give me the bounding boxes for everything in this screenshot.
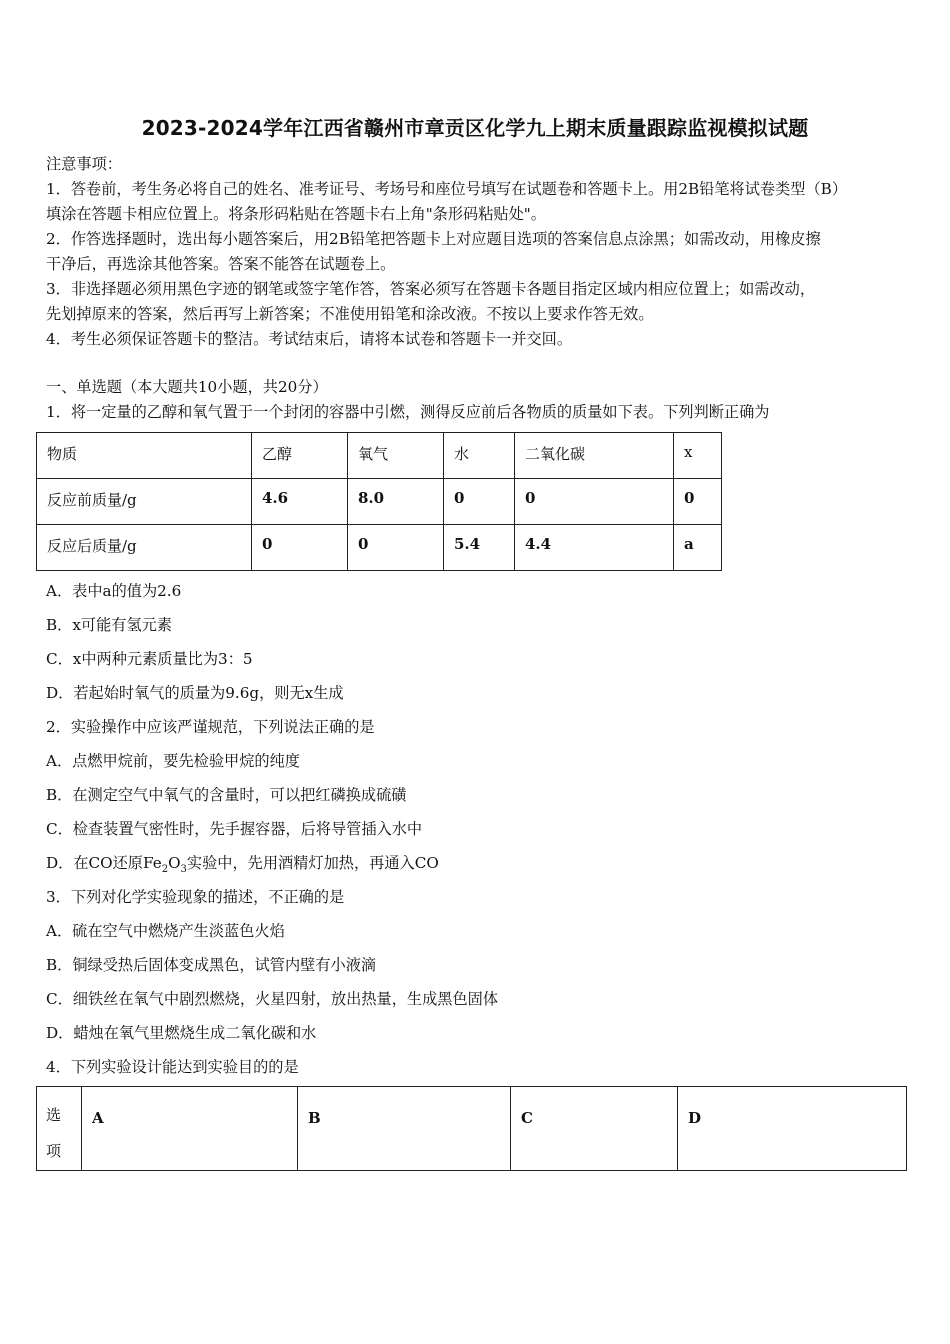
table-header-cell: D (678, 1087, 907, 1171)
page-title: 2023-2024学年江西省赣州市章贡区化学九上期末质量跟踪监视模拟试题 (141, 116, 809, 140)
table-cell: 8.0 (348, 479, 444, 525)
table-row (37, 433, 722, 479)
option-d-post: 实验中，先用酒精灯加热，再通入CO (186, 854, 439, 872)
table-cell: 4.6 (252, 479, 348, 525)
table-cell: 4.4 (515, 525, 674, 571)
table-cell: 0 (444, 479, 515, 525)
table-cell: 反应前质量/g (37, 479, 252, 525)
option-b: B．x可能有氢元素 (46, 616, 173, 634)
option-a: A．表中a的值为2.6 (46, 582, 182, 600)
table-header-cell: 乙醇 (252, 433, 348, 479)
option-d: D．蜡烛在氧气里燃烧生成二氧化碳和水 (46, 1024, 317, 1042)
table-row (37, 525, 722, 571)
option-d-pre: D．在CO还原Fe (46, 854, 162, 872)
table-header-cell: 氧气 (348, 433, 444, 479)
option-d: D．若起始时氧气的质量为9.6g，则无x生成 (46, 684, 344, 702)
table-header-cell: 水 (444, 433, 515, 479)
cell-line: 项 (46, 1142, 62, 1160)
table-header-cell: x (674, 433, 722, 479)
option-d-mid: O (168, 854, 181, 872)
table-row (37, 479, 722, 525)
option-c: C．细铁丝在氧气中剧烈燃烧，火星四射，放出热量，生成黑色固体 (46, 990, 499, 1008)
table-cell: 反应后质量/g (37, 525, 252, 571)
table-cell: 0 (252, 525, 348, 571)
subscript: 2 (161, 864, 169, 876)
table-cell: 5.4 (444, 525, 515, 571)
experiment-table (36, 1086, 907, 1171)
option-d (46, 852, 439, 875)
table-header-cell: B (298, 1087, 511, 1171)
section-heading: 一、单选题（本大题共10小题，共20分） (46, 378, 328, 396)
question-stem-1: 1．将一定量的乙醇和氧气置于一个封闭的容器中引燃，测得反应前后各物质的质量如下表。下列判断正确为 (46, 403, 770, 421)
notice-line: 1．答卷前，考生务必将自己的姓名、准考证号、考场号和座位号填写在试题卷和答题卡上。用2B铅笔将试卷类型（B） (46, 180, 848, 198)
subscript: 3 (180, 864, 187, 876)
option-c: C．x中两种元素质量比为3：5 (46, 650, 253, 668)
table-cell: 0 (348, 525, 444, 571)
option-a: A．硫在空气中燃烧产生淡蓝色火焰 (46, 922, 285, 940)
notice-line: 4．考生必须保证答题卡的整洁。考试结束后，请将本试卷和答题卡一并交回。 (46, 330, 573, 348)
notice-line: 先划掉原来的答案，然后再写上新答案；不准使用铅笔和涂改液。不按以上要求作答无效。 (46, 305, 654, 323)
table-row (37, 1087, 907, 1171)
table-cell: 0 (515, 479, 674, 525)
question-stem-3: 3．下列对化学实验现象的描述，不正确的是 (46, 888, 345, 906)
notice-heading: 注意事项： (46, 155, 122, 173)
question-stem-2: 2．实验操作中应该严谨规范，下列说法正确的是 (46, 718, 375, 736)
option-b: B．在测定空气中氧气的含量时，可以把红磷换成硫磺 (46, 786, 407, 804)
option-a: A．点燃甲烷前，要先检验甲烷的纯度 (46, 752, 300, 770)
table-header-cell (37, 1087, 82, 1171)
table-cell: 0 (674, 479, 722, 525)
option-b: B．铜绿受热后固体变成黑色，试管内壁有小液滴 (46, 956, 377, 974)
option-c: C．检查装置气密性时，先手握容器，后将导管插入水中 (46, 820, 423, 838)
cell-line: 选 (46, 1106, 62, 1124)
notice-line: 填涂在答题卡相应位置上。将条形码粘贴在答题卡右上角"条形码粘贴处"。 (46, 205, 546, 223)
table-header-cell: 二氧化碳 (515, 433, 674, 479)
table-cell: a (674, 525, 722, 571)
table-header-cell: C (511, 1087, 678, 1171)
notice-line: 3．非选择题必须用黑色字迹的钢笔或签字笔作答，答案必须写在答题卡各题目指定区域内相应位置上；如需改动， (46, 280, 816, 298)
question-stem-4: 4．下列实验设计能达到实验目的的是 (46, 1058, 299, 1076)
table-header-cell: A (82, 1087, 298, 1171)
notice-line: 干净后，再选涂其他答案。答案不能答在试题卷上。 (46, 255, 396, 273)
table-header-cell: 物质 (37, 433, 252, 479)
mass-table (36, 432, 722, 571)
notice-line: 2．作答选择题时，选出每小题答案后，用2B铅笔把答题卡上对应题目选项的答案信息点涂黑；如需改动，用橡皮擦 (46, 230, 821, 248)
